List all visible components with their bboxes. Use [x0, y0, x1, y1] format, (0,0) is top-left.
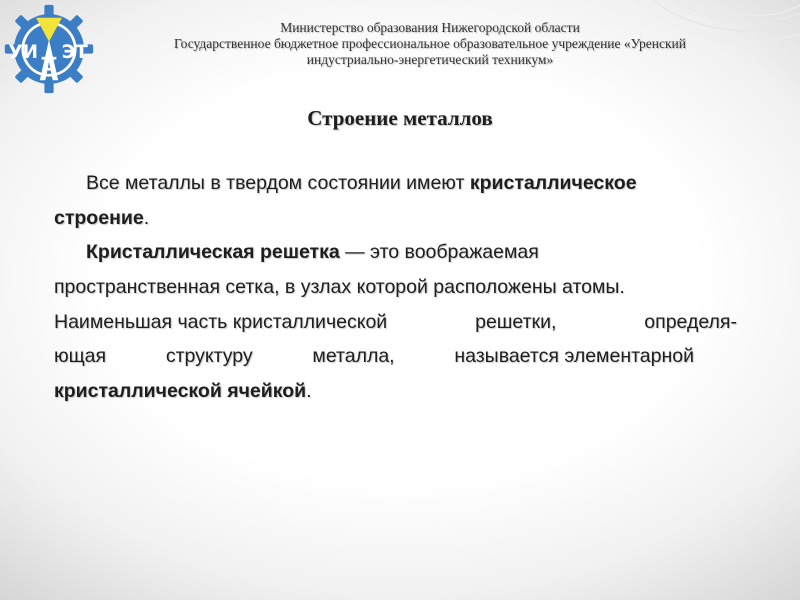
body-line-justified — [54, 339, 694, 374]
bold-term: кристаллической ячейкой — [54, 380, 307, 403]
bold-term: кристаллическое — [469, 172, 637, 194]
text-span: — это воображаемая — [339, 241, 539, 264]
text-span: металла, — [312, 345, 395, 368]
text-span: называется элементарной — [454, 345, 694, 368]
body-line — [54, 374, 742, 409]
body-line — [54, 201, 742, 236]
text-span: . — [306, 380, 312, 403]
bold-term: Кристаллическая решетка — [86, 241, 340, 264]
body-line — [54, 166, 742, 201]
text-span: решетки, — [475, 310, 557, 333]
bold-term: строение — [54, 206, 144, 229]
svg-text:УИ: УИ — [8, 42, 39, 64]
college-logo — [3, 3, 95, 95]
body-line-justified — [54, 305, 737, 340]
body-line: пространственная сетка, в узлах которой расположены атомы. — [54, 276, 625, 299]
text-span: Все металлы в твердом состоянии имеют — [86, 172, 470, 194]
text-span: определя- — [644, 310, 737, 333]
text-span: . — [143, 206, 150, 229]
header-line-institution: Государственное бюджетное профессиональное образовательное учреждение «Уренский — [174, 36, 686, 51]
header-line-institution-cont: индустриально-энергетический техникум» — [306, 52, 554, 67]
slide-title: Строение металлов — [307, 106, 493, 130]
body-line — [54, 235, 742, 270]
text-span: ющая — [54, 345, 107, 368]
text-span: Наименьшая часть кристаллической — [54, 310, 388, 333]
text-span: структуру — [165, 345, 253, 368]
svg-text:ЭТ: ЭТ — [61, 42, 88, 64]
body-text — [54, 166, 742, 409]
header — [110, 20, 750, 68]
header-line-ministry: Министерство образования Нижегородской области — [280, 20, 580, 35]
